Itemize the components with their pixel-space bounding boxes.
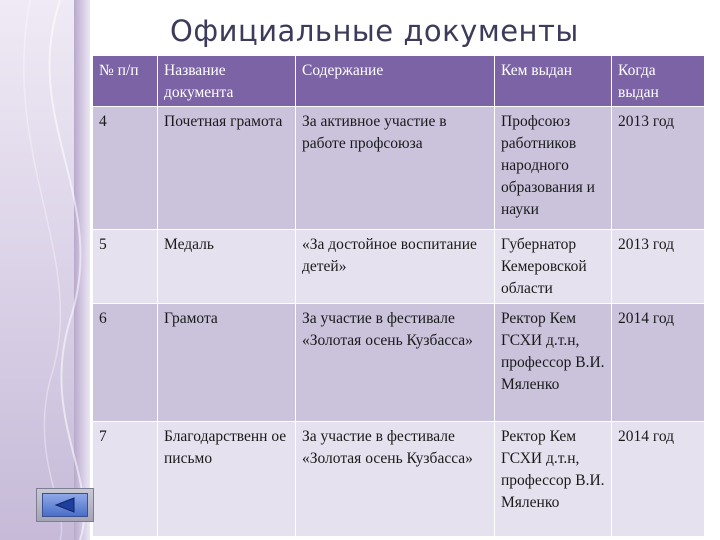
cell-issued-when: 2014 год: [612, 304, 705, 422]
cell-number: 5: [93, 230, 158, 304]
back-arrow-icon: [54, 497, 76, 513]
back-button-face[interactable]: [42, 493, 88, 517]
cell-number: 7: [93, 422, 158, 537]
cell-content: За участие в фестивале «Золотая осень Кузбасса»: [296, 304, 495, 422]
cell-doc-name: Почетная грамота: [158, 107, 296, 230]
cell-doc-name: Грамота: [158, 304, 296, 422]
cell-issued-when: 2013 год: [612, 107, 705, 230]
back-button[interactable]: [36, 488, 94, 522]
table-header-row: [93, 56, 705, 107]
header-number: № п/п: [93, 56, 158, 107]
cell-issued-by: Ректор Кем ГСХИ д.т.н, профессор В.И. Мяленко: [495, 304, 612, 422]
cell-issued-by: Губернатор Кемеровской области: [495, 230, 612, 304]
header-issued-by: Кем выдан: [495, 56, 612, 107]
cell-content: «За достойное воспитание детей»: [296, 230, 495, 304]
table-row: [93, 230, 705, 304]
cell-issued-by: Ректор Кем ГСХИ д.т.н, профессор В.И. Мяленко: [495, 422, 612, 537]
decorative-side-panel: [0, 0, 74, 540]
cell-doc-name: Благодарственн ое письмо: [158, 422, 296, 537]
page-title: Официальные документы: [170, 14, 579, 48]
header-issued-when: Когда выдан: [612, 56, 705, 107]
header-doc-name: Название документа: [158, 56, 296, 107]
cell-number: 6: [93, 304, 158, 422]
cell-content: За активное участие в работе профсоюза: [296, 107, 495, 230]
cell-doc-name: Медаль: [158, 230, 296, 304]
cell-issued-when: 2013 год: [612, 230, 705, 304]
table-row: [93, 422, 705, 537]
table-row: [93, 107, 705, 230]
header-content: Содержание: [296, 56, 495, 107]
cell-content: За участие в фестивале «Золотая осень Кузбасса»: [296, 422, 495, 537]
decorative-side-stripe: [74, 0, 90, 540]
table-row: [93, 304, 705, 422]
cell-number: 4: [93, 107, 158, 230]
documents-table: [92, 55, 705, 537]
cell-issued-by: Профсоюз работников народного образования и науки: [495, 107, 612, 230]
cell-issued-when: 2014 год: [612, 422, 705, 537]
